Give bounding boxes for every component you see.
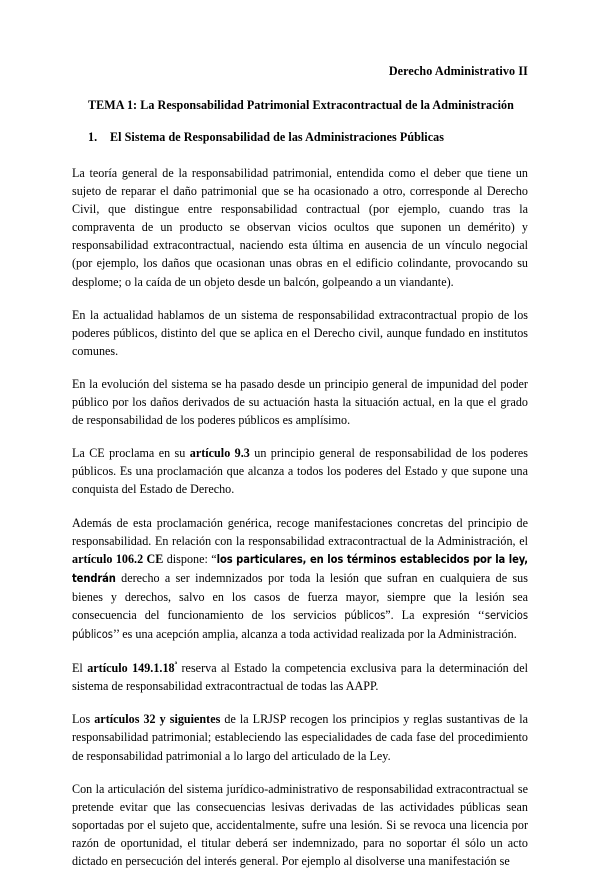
paragraph-5-quote-intro: dispone: “ xyxy=(163,551,217,566)
tema-title: TEMA 1: La Responsabilidad Patrimonial Extracontractual de la Administración xyxy=(88,98,514,112)
section-title: El Sistema de Responsabilidad de las Administraciones Públicas xyxy=(110,130,445,144)
article-reference-106-2: artículo 106.2 CE xyxy=(72,551,164,566)
constitution-quote-body: derecho a ser indemnizados por toda la lesión que sufran en cualquiera de sus bienes y derechos, salvo en los casos de fuerza mayor, siempre que la lesión sea consecuencia del funcionamiento de los servicios xyxy=(72,570,528,622)
quoted-term-publicos: públicos xyxy=(344,608,386,622)
article-reference-9-3: artículo 9.3 xyxy=(189,446,250,461)
running-header: Derecho Administrativo II xyxy=(388,64,528,78)
paragraph-6-rest: reserva al Estado la competencia exclusiva para la determinación del sistema de responsabilidad extracontractual de todas las AAPP. xyxy=(72,661,528,694)
paragraph-4-rest: un principio general de responsabilidad de los poderes públicos. Es una proclamación que alcanza a todos los poderes del Estado y que supone una conquista del Estado de Derecho. xyxy=(72,446,528,497)
paragraph-5-after-quote: ”. La expresión ‘‘ xyxy=(385,607,485,622)
paragraph-7-lead: Los xyxy=(72,712,95,727)
paragraph-5-tail: ’’ es una acepción amplia, alcanza a toda actividad realizada por la Administración. xyxy=(112,627,517,642)
paragraph-2: En la actualidad hablamos de un sistema de responsabilidad extracontractual propio de los poderes públicos, distinto del que se aplica en el Derecho civil, aunque fundado en institutos comunes. xyxy=(72,307,528,358)
section-heading xyxy=(72,128,528,146)
paragraph-7-rest: de la LRJSP recogen los principios y reglas sustantivas de la responsabilidad patrimonial; estableciendo las especialidades de cada fase del procedimiento de responsabilidad patrimonial a lo largo del articulado de la Ley. xyxy=(72,712,528,763)
paragraph-1: La teoría general de la responsabilidad patrimonial, entendida como el deber que tiene un sujeto de reparar el daño patrimonial que se ha ocasionado a otro, corresponde al Derecho Civil, que distingue entre responsabilidad contractual (por ejemplo, cuando tras la compraventa de un producto se observan vicios ocultos que suponen un demérito) y responsabilidad extracontractual, naciendo esta última en ausencia de un vínculo negocial (por ejemplo, los daños que ocasionan unas obras en el edificio colindante, provocando su desplome; o la caída de un objeto desde un balcón, golpeando a un viandante). xyxy=(72,166,528,289)
paragraph-5-lead: Además de esta proclamación genérica, recoge manifestaciones concretas del principio de responsabilidad. En relación con la responsabilidad extracontractual de la Administración, el xyxy=(72,515,528,548)
paragraph-5 xyxy=(72,514,528,645)
paragraph-6 xyxy=(72,659,528,695)
ordinal-indicator: ª xyxy=(174,660,178,670)
article-reference-149-1-18 xyxy=(87,661,177,675)
section-number: 1. xyxy=(88,130,98,144)
article-reference-149-1-18-number: artículo 149.1.18 xyxy=(87,661,175,676)
article-reference-32-siguientes: artículos 32 y siguientes xyxy=(94,712,221,727)
constitution-quote-emphasis: los particulares, en los términos establecidos por la ley, tendrán xyxy=(72,552,528,585)
paragraph-6-lead: El xyxy=(72,661,88,676)
paragraph-3: En la evolución del sistema se ha pasado desde un principio general de impunidad del poder público por los daños derivados de su actuación hasta la situación actual, en la que el grado de responsabilidad de los poderes públicos es amplísimo. xyxy=(72,376,528,428)
quoted-term-servicios-publicos: servicios públicos xyxy=(72,608,529,642)
paragraph-4-lead: La CE proclama en su xyxy=(72,446,190,461)
paragraph-4 xyxy=(72,444,528,498)
paragraph-8: Con la articulación del sistema jurídico-administrativo de responsabilidad extracontractual se pretende evitar que las consecuencias lesivas derivadas de las actividades públicas sean soportadas por el sujeto que, accidentalmente, sufre una lesión. Si se revoca una licencia por razón de oportunidad, el titular deberá ser indemnizado, para no soportar él sólo un acto dictado en persecución del interés general. Por ejemplo al disolverse una manifestación se xyxy=(72,781,528,868)
paragraph-7 xyxy=(72,710,528,764)
